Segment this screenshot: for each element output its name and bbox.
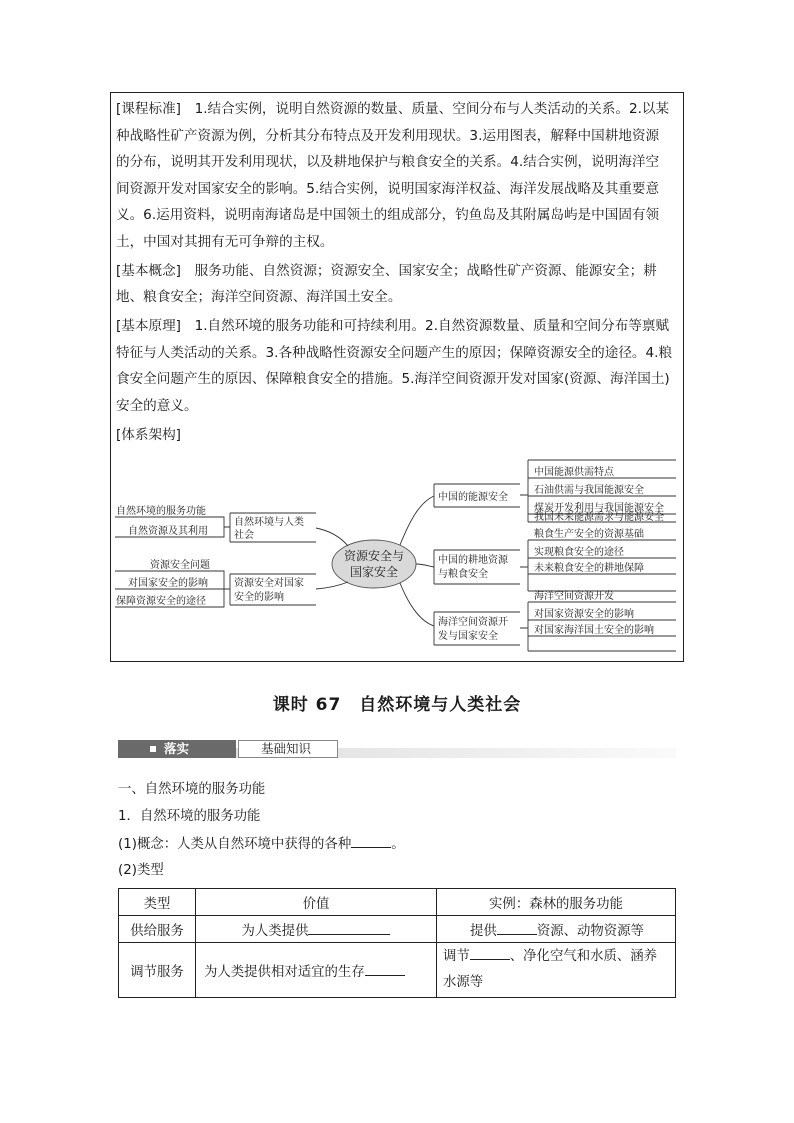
fill-blank[interactable] <box>497 922 537 935</box>
table-cell-type: 供给服务 <box>119 916 196 943</box>
table-cell-value <box>196 916 437 943</box>
mindmap-leaf: 保障资源安全的途径 <box>116 596 206 607</box>
concept-line <box>118 835 405 854</box>
section-bar-tab: 基础知识 <box>238 740 338 758</box>
mindmap-leaf: 实现粮食安全的途径 <box>534 547 624 558</box>
mindmap-center-node <box>332 540 416 588</box>
standards-line: 间资源开发对国家安全的影响。5.结合实例，说明国家海洋权益、海洋发展战略及其重要意 <box>116 181 660 197</box>
mindmap-branch-label: 中国的能源安全 <box>438 492 508 503</box>
standards-line: 土，中国对其拥有无可争辩的主权。 <box>116 234 334 250</box>
table-header: 价值 <box>196 889 437 916</box>
fill-blank[interactable] <box>308 922 390 935</box>
square-bullet-icon <box>150 746 156 752</box>
mindmap-leaf: 自然资源及其利用 <box>128 526 208 537</box>
mindmap-leaf: 自然环境的服务功能 <box>116 506 206 517</box>
mindmap-connector <box>316 582 348 589</box>
section-bar-label-text: 落实 <box>164 741 190 756</box>
mindmap-center-text: 国家安全 <box>349 565 399 579</box>
concept-suffix: 。 <box>391 837 405 852</box>
service-types-table <box>118 888 676 998</box>
mindmap-branch-label: 发与国家安全 <box>438 631 498 642</box>
mindmap-leaf: 未来粮食安全的耕地保障 <box>534 563 644 574</box>
heading-level1: 一、自然环境的服务功能 <box>118 782 266 797</box>
mindmap-branch-label: 社会 <box>234 530 254 541</box>
example-prefix: 提供 <box>470 923 497 939</box>
value-prefix: 为人类提供 <box>241 923 309 939</box>
mindmap-connector <box>416 564 434 567</box>
mindmap-leaf: 海洋空间资源开发 <box>534 591 614 602</box>
concepts-line: 地、粮食安全；海洋空间资源、海洋国土安全。 <box>116 289 402 305</box>
principles-line: 特征与人类活动的关系。3.各种战略性资源安全问题产生的原因；保障资源安全的途径。4.粮 <box>116 345 673 361</box>
mindmap-leaf: 我国未来能源需求与能源安全 <box>534 512 664 523</box>
table-row <box>119 916 676 943</box>
fill-blank[interactable] <box>470 947 510 960</box>
example-line2: 水源等 <box>443 975 484 990</box>
section-bar-label <box>118 740 236 758</box>
mindmap-branch-label: 海洋空间资源开 <box>438 617 508 628</box>
mindmap-leaf: 粮食生产安全的资源基础 <box>534 529 644 540</box>
mindmap-connector <box>400 583 434 626</box>
mindmap-leaf: 石油供需与我国能源安全 <box>534 485 644 496</box>
table-cell-value <box>196 943 437 998</box>
framework-heading: [体系架构] <box>116 427 181 443</box>
fill-blank[interactable] <box>365 963 405 976</box>
fill-blank[interactable] <box>351 835 391 848</box>
table-cell-example <box>437 943 676 998</box>
standards-line: 的分布，说明其开发利用现状，以及耕地保护与粮食安全的关系。4.结合实例，说明海洋空 <box>116 154 660 170</box>
value-prefix: 为人类提供相对适宜的生存 <box>204 964 365 980</box>
lesson-title: 课时 67 自然环境与人类社会 <box>272 695 522 715</box>
table-row <box>119 943 676 998</box>
mindmap-leaf: 煤炭开发利用与我国能源安全 <box>534 503 664 514</box>
mindmap-center-text: 资源安全与 <box>343 549 405 563</box>
mindmap-leaf: 对国家资源安全的影响 <box>534 609 634 620</box>
mindmap-connector <box>316 528 348 546</box>
types-label: (2)类型 <box>118 863 164 878</box>
mindmap-branch-label: 自然环境与人类 <box>234 517 304 528</box>
principles-line: 食安全问题产生的原因、保障粮食安全的措施。5.海洋空间资源开发对国家(资源、海洋国土) <box>116 371 670 387</box>
mindmap-leaf: 对国家安全的影响 <box>128 578 208 589</box>
standards-line: [课程标准] 1.结合实例，说明自然资源的数量、质量、空间分布与人类活动的关系。2.以某 <box>116 101 670 117</box>
example-suffix: 资源、动物资源等 <box>536 923 644 939</box>
table-cell-example <box>437 916 676 943</box>
standards-line: 种战略性矿产资源为例，分析其分布特点及开发利用现状。3.运用图表，解释中国耕地资源 <box>116 128 660 144</box>
example-suffix: 、净化空气和水质、涵养 <box>509 949 658 964</box>
section-bar <box>118 740 676 760</box>
mindmap-connector <box>400 496 434 545</box>
mindmap-leaf: 中国能源供需特点 <box>534 467 614 478</box>
mindmap-leaf: 资源安全问题 <box>150 560 210 571</box>
mindmap-branch-label: 与粮食安全 <box>438 569 488 580</box>
framework-mindmap <box>110 450 684 655</box>
heading-level2: 1．自然环境的服务功能 <box>118 809 261 824</box>
principles-line: [基本原理] 1.自然环境的服务功能和可持续利用。2.自然资源数量、质量和空间分布等禀赋 <box>116 318 670 334</box>
table-cell-type: 调节服务 <box>119 943 196 998</box>
table-header: 实例：森林的服务功能 <box>437 889 676 916</box>
principles-line: 安全的意义。 <box>116 398 198 414</box>
standards-line: 义。6.运用资料，说明南海诸岛是中国领土的组成部分，钓鱼岛及其附属岛屿是中国固有领 <box>116 207 660 223</box>
mindmap-leaf: 对国家海洋国土安全的影响 <box>534 625 654 636</box>
table-header: 类型 <box>119 889 196 916</box>
mindmap-branch-label: 资源安全对国家 <box>234 578 304 589</box>
table-header-row <box>119 889 676 916</box>
concept-prefix: (1)概念：人类从自然环境中获得的各种 <box>118 837 352 852</box>
concepts-line: [基本概念] 服务功能、自然资源；资源安全、国家安全；战略性矿产资源、能源安全；耕 <box>116 263 657 279</box>
mindmap-branch-label: 中国的耕地资源 <box>438 555 508 566</box>
example-prefix: 调节 <box>443 949 470 964</box>
mindmap-branch-label: 安全的影响 <box>234 592 284 603</box>
